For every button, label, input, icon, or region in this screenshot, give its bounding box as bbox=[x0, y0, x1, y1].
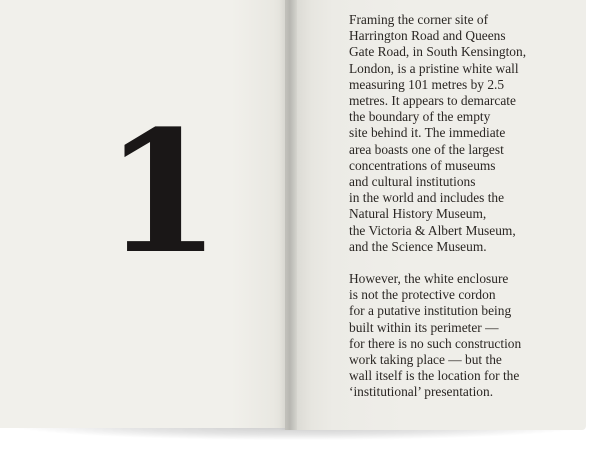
body-text bbox=[349, 12, 581, 401]
paragraph-2 bbox=[349, 271, 581, 401]
text-line: However, the white enclosure bbox=[349, 271, 509, 287]
text-line: site behind it. The immediate bbox=[349, 125, 506, 141]
text-line: Gate Road, in South Kensington, bbox=[349, 44, 527, 60]
paragraph-1 bbox=[349, 12, 581, 255]
text-line: work taking place — but the bbox=[349, 352, 502, 368]
text-line: in the world and includes the bbox=[349, 190, 505, 206]
text-line: and the Science Museum. bbox=[349, 238, 487, 254]
text-line: area boasts one of the largest bbox=[349, 141, 504, 157]
text-line: concentrations of museums bbox=[349, 157, 496, 173]
text-line: the boundary of the empty bbox=[349, 109, 491, 125]
left-page bbox=[0, 0, 297, 428]
text-line: ‘institutional’ presentation. bbox=[349, 384, 494, 400]
text-line: London, is a pristine white wall bbox=[349, 60, 519, 76]
text-line: Harrington Road and Queens bbox=[349, 28, 506, 44]
text-line: built within its perimeter — bbox=[349, 319, 499, 335]
text-line: Framing the corner site of bbox=[349, 12, 489, 27]
text-line: for a putative institution being bbox=[349, 303, 512, 319]
book-spine bbox=[279, 0, 297, 430]
text-line: wall itself is the location for the bbox=[349, 368, 520, 384]
text-line: for there is no such construction bbox=[349, 335, 522, 351]
text-line: measuring 101 metres by 2.5 bbox=[349, 76, 505, 92]
text-line: is not the protective cordon bbox=[349, 287, 496, 303]
text-line: Natural History Museum, bbox=[349, 206, 487, 222]
text-line: and cultural institutions bbox=[349, 174, 476, 190]
text-line: the Victoria & Albert Museum, bbox=[349, 222, 516, 238]
paragraph-spacer bbox=[349, 255, 581, 271]
chapter-number: 1 bbox=[104, 93, 221, 291]
text-line: metres. It appears to demarcate bbox=[349, 93, 516, 109]
